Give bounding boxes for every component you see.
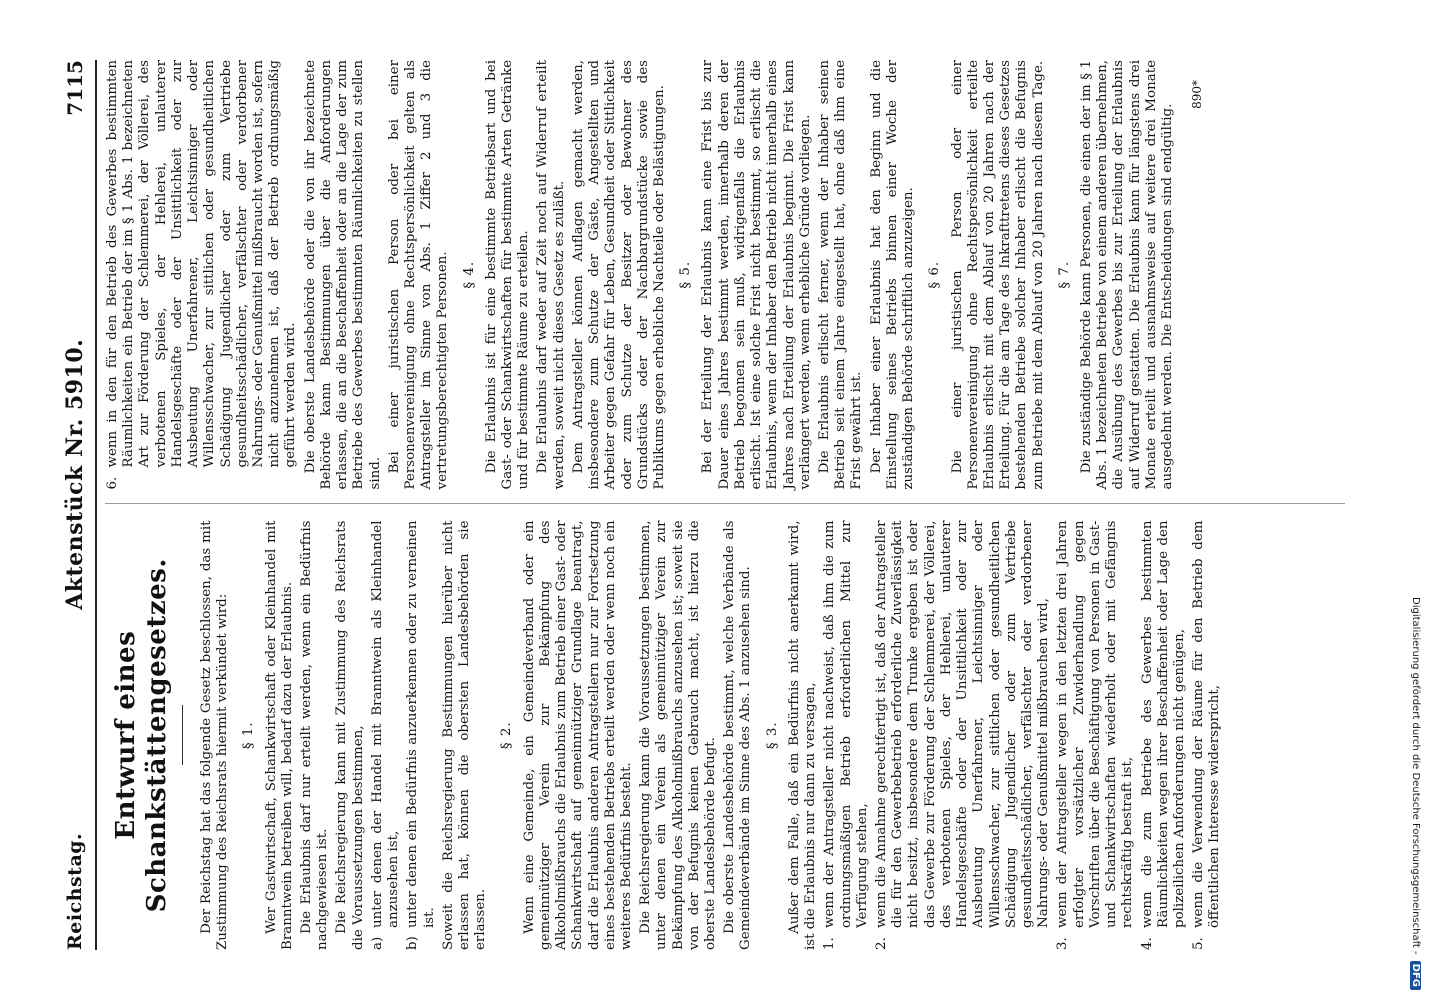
section-heading-2: § 2.	[499, 721, 515, 750]
paragraph: Soweit die Reichsregierung Bestimmungen hierüber nicht erlassen hat, können die obersten Landesbehörden sie erlassen.	[440, 520, 489, 950]
document-page	[55, 60, 1355, 950]
list-item	[822, 521, 871, 951]
section-heading-5: § 5.	[678, 260, 694, 289]
list-marker: 4.	[1139, 937, 1155, 950]
list-marker: a)	[369, 936, 385, 950]
list-text: unter denen ein Bedürfnis anzuerkennen oder zu verneinen ist.	[405, 520, 437, 928]
header-left: Reichstag.	[63, 832, 86, 950]
paragraph: Die Reichsregierung kann mit Zustimmung des Reichsrats die Voraussetzungen bestimmen,	[334, 520, 366, 950]
list-text: wenn in den für den Betrieb des Gewerbes bestimmten Räumlichkeiten ein Betrieb der im § 1 Abs. 1 bezeichneten Art zur Förderung der Schlemmerei, der Völlerei, des verbotenen Spieles, der Hehlerei, unlauterer Handelsgeschäfte oder der Unsittlichkeit oder zur Ausbeutung Unerfahrener, Leichtsinniger oder Willensschwacher, zur sittlichen oder gesundheitlichen Schädigung Jugendlicher oder zum Vertriebe gesundheitsschädlicher, verfälschter oder verdorbener Nahrungs- oder Genußmittel mißbraucht worden ist, sofern nicht anzunehmen ist, daß der Betrieb ordnungsmäßig geführt werden wird.	[105, 60, 299, 468]
dfg-logo: DFG	[1411, 961, 1422, 990]
list-text: wenn die Annahme gerechtfertigt ist, daß der Antragsteller die für den Gewerbebetrieb erforderliche Zuverlässigkeit nicht besitzt, insbesondere dem Trunke ergeben ist oder das Gewerbe zur Förderung der Schlemmerei, der Völlerei, des verbotenen Spieles, der Hehlerei, unlauterer Handelsgeschäfte oder der Unsittlichkeit oder zur Ausbeutung Unerfahrener, Leichtsinniger oder Willensschwacher, zur sittlichen oder gesundheitlichen Schädigung Jugendlicher oder zum Vertriebe gesundheitsschädlicher, verfälschter oder verdorbener Nahrungs- oder Genußmittel mißbrauchen wird,	[874, 520, 1052, 928]
sheet-signature: 890*	[1190, 80, 1205, 109]
intro-paragraph: Der Reichstag hat das folgende Gesetz beschlossen, das mit Zustimmung des Reichsrats hiermit verkündet wird:	[198, 520, 231, 950]
list-item	[370, 521, 402, 951]
paragraph: Die oberste Landesbehörde oder die von ihr bezeichnete Behörde kann Bestimmungen über die Anforderungen erlassen, die an die Beschaffenheit oder an die Lage der zum Betriebe des Gewerbes bestimmten Räumlichkeiten zu stellen sind.	[302, 60, 383, 490]
paragraph: Bei einer juristischen Person oder bei einer Personenvereinigung ohne Rechtspersönlichkeit gelten als Antragsteller im Sinne von Abs. 1 Ziffer 2 und 3 die vertretungsberechtigten Personen.	[386, 60, 451, 490]
page-number: 7115	[62, 60, 87, 116]
list-text: wenn die Verwendung der Räume für den Betrieb dem öffentlichen Interesse widerspricht,	[1191, 520, 1223, 928]
paragraph: Außer dem Falle, daß ein Bedürfnis nicht anerkannt wird, ist die Erlaubnis nur dann zu versagen,	[786, 520, 819, 950]
list-text: wenn der Antragsteller wegen in den letzten drei Jahren erfolgter vorsätzlicher Zuwiderhandlung gegen Vorschriften über die Beschäftigung von Personen in Gast- und Schankwirtschaften wiederholt oder mit Gefängnis rechtskräftig bestraft ist,	[1055, 520, 1136, 928]
column-right	[105, 60, 1345, 505]
paragraph: Die oberste Landesbehörde bestimmt, welche Verbände als Gemeindeverbände im Sinne des Abs. 1 anzusehen sind.	[722, 520, 754, 950]
list-marker: b)	[405, 936, 421, 950]
list-text: wenn der Antragsteller nicht nachweist, daß ihm die zum ordnungsmäßigen Betrieb erforderlichen Mittel zur Verfügung stehen,	[822, 520, 870, 928]
paragraph: Bei der Erteilung der Erlaubnis kann eine Frist bis zur Dauer eines Jahres bestimmt werden, innerhalb deren der Betrieb begonnen sein muß, widrigenfalls die Erlaubnis erlischt. Ist eine solche Frist nicht bestimmt, so erlischt die Erlaubnis, wenn der Inhaber den Betrieb nicht innerhalb eines Jahres nach Erteilung der Erlaubnis beginnt. Die Frist kann verlängert werden, wenn erhebliche Gründe vorliegen.	[700, 60, 813, 490]
paragraph: Die Erlaubnis darf nur erteilt werden, wenn ein Bedürfnis nachgewiesen ist.	[299, 520, 331, 950]
list-item	[405, 521, 437, 951]
text-columns	[105, 60, 1345, 950]
list-marker: 2.	[874, 937, 889, 950]
section-heading-7: § 7.	[1056, 260, 1072, 289]
section-heading-1: § 1.	[241, 721, 257, 750]
running-head	[55, 60, 97, 950]
header-center: Aktenstück Nr. 5910.	[61, 338, 88, 610]
paragraph: Wenn eine Gemeinde, ein Gemeindeverband oder ein gemeinnütziger Verein zur Bekämpfung des Alkoholmißbrauchs die Erlaubnis zum Betrieb einer Gast- oder Schankwirtschaft auf gemeinnütziger Grundlage beantragt, darf die Erlaubnis anderen Antragstellern nur zur Fortsetzung eines bestehenden Betriebs erteilt werden oder wenn noch ein weiteres Bedürfnis besteht.	[521, 520, 634, 950]
list-item	[105, 60, 300, 490]
paragraph: Die zuständige Behörde kann Personen, die einen der im § 1 Abs. 1 bezeichneten Betriebe von einem anderen übernehmen, die Ausübung des Gewerbes bis zur Erteilung der Erlaubnis auf Widerruf gestatten. Die Erlaubnis kann für längstens drei Monate erteilt und ausnahmsweise auf weitere drei Monate ausgedehnt werden. Die Entscheidungen sind endgültig.	[1079, 60, 1176, 490]
section-heading-3: § 3.	[764, 721, 780, 750]
paragraph: Der Inhaber einer Erlaubnis hat den Beginn und die Einstellung seines Betriebs binnen einer Woche der zuständigen Behörde schriftlich anzuzeigen.	[868, 60, 917, 490]
list-item	[1140, 521, 1189, 951]
list-item	[874, 521, 1052, 951]
document-title: Entwurf eines Schankstättengesetzes.	[111, 558, 173, 913]
list-marker: 5.	[1191, 937, 1207, 950]
paragraph: Wer Gastwirtschaft, Schankwirtschaft oder Kleinhandel mit Branntwein betreiben will, bedarf dazu der Erlaubnis.	[263, 520, 295, 950]
paragraph: Die Erlaubnis ist für eine bestimmte Betriebsart und bei Gast- oder Schankwirtschaften für bestimmte Arten Getränke und für bestimmte Räume zu erteilen.	[483, 60, 532, 490]
section-heading-4: § 4.	[461, 260, 477, 289]
list-item	[1191, 521, 1223, 951]
digitization-credit	[1408, 10, 1424, 990]
paragraph: Die Reichsregierung kann die Voraussetzungen bestimmen, unter denen ein Verein als gemeinnütziger Verein zur Bekämpfung des Alkoholmißbrauchs anzusehen ist; soweit sie von der Befugnis keinen Gebrauch macht, ist hierzu die oberste Landesbehörde befugt.	[638, 520, 719, 950]
column-left	[105, 521, 1345, 951]
paragraph: Die einer juristischen Person oder einer Personenvereinigung ohne Rechtspersönlichkeit erteilte Erlaubnis erlischt mit dem Ablauf von 20 Jahren nach der Erteilung. Für die am Tage des Inkrafttretens dieses Gesetzes bestehenden Betriebe solcher Inhaber erlischt die Befugnis zum Betriebe mit dem Ablauf von 20 Jahren nach diesem Tage.	[949, 60, 1046, 490]
list-text: unter denen der Handel mit Branntwein als Kleinhandel anzusehen ist,	[369, 520, 402, 928]
list-marker: 6.	[105, 476, 120, 490]
paragraph: Die Erlaubnis erlischt ferner, wenn der Inhaber seinen Betrieb seit einem Jahre eingestellt hat, ohne daß ihm eine Frist gewährt ist.	[816, 60, 865, 490]
section-heading-6: § 6.	[927, 260, 943, 289]
paragraph: Dem Antragsteller können Auflagen gemacht werden, insbesondere zum Schutze der Gäste, Angestellten und Arbeiter gegen Gefahr für Leben, Gesundheit oder Sittlichkeit oder zum Schutze der Besitzer oder Bewohner des Grundstücks oder der Nachbargrundstücke sowie des Publikums gegen erhebliche Nachteile oder Belästigungen.	[570, 60, 667, 490]
list-marker: 1.	[822, 937, 838, 950]
list-marker: 3.	[1055, 937, 1071, 950]
credit-text: Digitalisierung gefördert durch die Deutsche Forschungsgemeinschaft -	[1410, 597, 1422, 955]
title-divider	[182, 705, 183, 765]
list-text: wenn die zum Betriebe des Gewerbes bestimmten Räumlichkeiten wegen ihrer Beschaffenheit oder Lage den polizeilichen Anforderungen nicht genügen,	[1139, 520, 1187, 928]
list-item	[1055, 521, 1136, 951]
paragraph: Die Erlaubnis darf weder auf Zeit noch auf Widerruf erteilt werden, soweit nicht dieses Gesetz es zuläßt.	[535, 60, 567, 490]
